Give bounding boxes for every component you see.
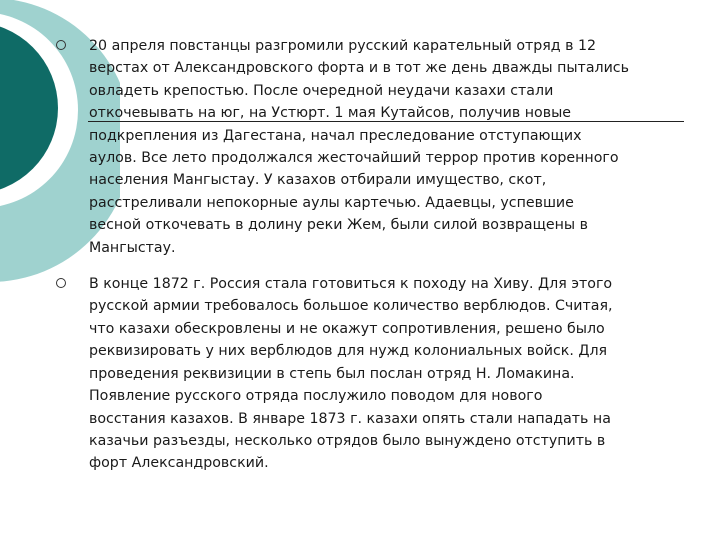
slide-content xyxy=(56,35,661,489)
bullet-item-1 xyxy=(56,35,661,259)
bullet-text: 20 апреля повстанцы разгромили русский карательный отряд в 12 верстах от Александровского форта и в тот же день дважды пытались овладеть крепостью. После очередной неудачи казахи стали откочевывать на юг, на Устюрт. 1 мая Кутайсов, получив новые подкрепления из Дагестана, начал преследование отступающих аулов. Все лето продолжался жесточайший террор против коренного населения Мангыстау. У казахов отбирали имущество, скот, расстреливали непокорные аулы картечью. Адаевцы, успевшие весной откочевать в долину реки Жем, были силой возвращены в Мангыстау. xyxy=(89,38,629,256)
bullet-text: В конце 1872 г. Россия стала готовиться к походу на Хиву. Для этого русской армии требовалось большое количество верблюдов. Считая, что казахи обескровлены и не окажут сопротивления, решено было реквизировать у них верблюдов для нужд колониальных войск. Для проведения реквизиции в степь был послан отряд Н. Ломакина. Появление русского отряда послужило поводом для нового восстания казахов. В январе 1873 г. казахи опять стали нападать на казачьи разъезды, несколько отрядов было вынуждено отступить в форт Александровский. xyxy=(89,276,613,472)
bullet-item-2 xyxy=(56,273,661,475)
hollow-circle-bullet-icon xyxy=(56,40,66,50)
hollow-circle-bullet-icon xyxy=(56,278,66,288)
